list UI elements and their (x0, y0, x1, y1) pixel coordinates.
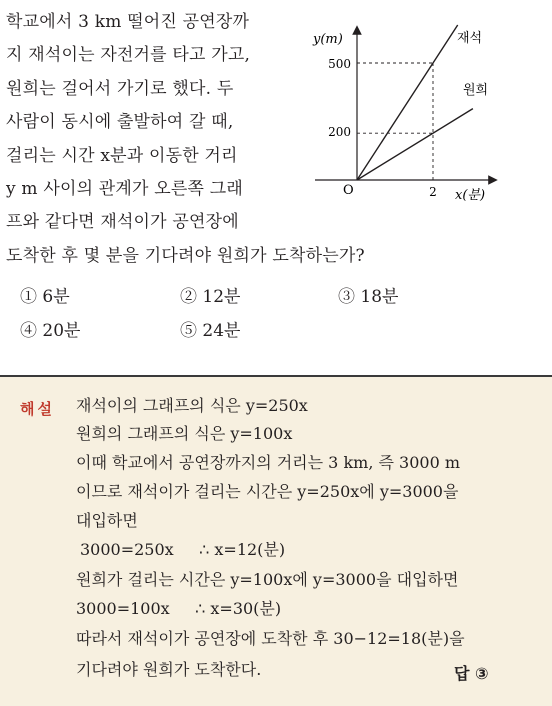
y-axis-label: y(m) (313, 32, 343, 47)
problem-line: 학교에서 3 km 떨어진 공연장까 (6, 12, 250, 32)
solution-line: 대입하면 (76, 511, 138, 530)
series-line-wonhui (357, 109, 473, 180)
distance-time-graph (305, 22, 505, 212)
problem-line: 지 재석이는 자전거를 타고 가고, (6, 45, 251, 65)
series-label-wonhui: 원희 (463, 83, 489, 98)
problem-line: 도착한 후 몇 분을 기다려야 원희가 도착하는가? (6, 246, 365, 266)
origin-label: O (343, 183, 354, 198)
problem-line: y m 사이의 관계가 오른쪽 그래 (6, 179, 243, 199)
solution-line: 재석이의 그래프의 식은 y=250x (76, 396, 308, 415)
series-lines (357, 25, 473, 180)
problem-line: 사람이 동시에 출발하여 갈 때, (6, 112, 234, 132)
solution-line: 따라서 재석이가 공연장에 도착한 후 30−12=18(분)을 (76, 629, 465, 648)
choice-3[interactable]: ③ 18분 (338, 287, 399, 307)
series-line-jaeseok (357, 25, 458, 180)
problem-line: 프와 같다면 재석이가 공연장에 (6, 212, 239, 232)
solution-equation: 3000=100x ∴ x=30(분) (76, 599, 282, 618)
solution-line: 원희가 걸리는 시간은 y=100x에 y=3000을 대입하면 (76, 570, 459, 589)
y-tick-label: 500 (328, 57, 351, 71)
choice-4[interactable]: ④ 20분 (20, 321, 81, 341)
choice-2[interactable]: ② 12분 (180, 287, 241, 307)
choice-5[interactable]: ⑤ 24분 (180, 321, 241, 341)
solution-line: 원희의 그래프의 식은 y=100x (76, 424, 293, 443)
solution-tag: 해설 (20, 400, 55, 418)
x-axis-label: x(분) (455, 188, 486, 203)
solution-section (0, 377, 552, 706)
series-label-jaeseok: 재석 (457, 31, 483, 46)
solution-line: 이므로 재석이가 걸리는 시간은 y=250x에 y=3000을 (76, 482, 459, 501)
solution-line: 이때 학교에서 공연장까지의 거리는 3 km, 즉 3000 m (76, 453, 461, 472)
answer-label: 답 ③ (454, 664, 489, 683)
problem-line: 걸리는 시간 x분과 이동한 거리 (6, 146, 238, 166)
solution-line: 기다려야 원희가 도착한다. (76, 660, 262, 679)
choice-1[interactable]: ① 6분 (20, 287, 70, 307)
y-tick-label: 200 (328, 125, 351, 139)
solution-equation: 3000=250x ∴ x=12(분) (80, 540, 286, 559)
x-tick-label: 2 (429, 185, 437, 199)
problem-line: 원희는 걸어서 가기로 했다. 두 (6, 79, 234, 99)
